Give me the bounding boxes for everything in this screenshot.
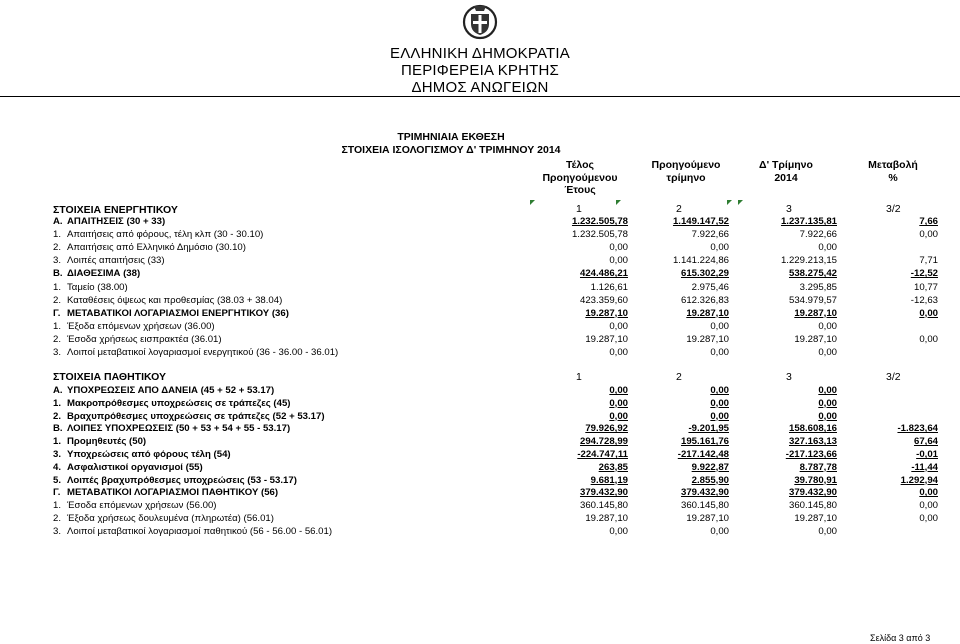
value-change-percent: -11,44 (911, 461, 938, 473)
table-row (0, 398, 960, 411)
value-previous-year: 1.126,61 (590, 281, 628, 293)
cell-marker-icon (616, 200, 621, 205)
greek-state-emblem-icon (462, 2, 498, 40)
value-previous-quarter: 0,00 (710, 525, 729, 537)
row-label: Απαιτήσεις από Ελληνικό Δημόσιο (30.10) (67, 242, 246, 254)
value-current-quarter: 0,00 (818, 410, 837, 422)
liabilities-section-title: ΣΤΟΙΧΕΙΑ ΠΑΘΗΤΙΚΟΥ (53, 371, 166, 383)
value-change-percent: 0,00 (919, 307, 938, 319)
value-previous-year: 0,00 (609, 255, 628, 267)
value-previous-year: 19.287,10 (585, 333, 628, 345)
value-previous-quarter: -9.201,95 (688, 423, 729, 435)
report-subtitle: ΣΤΟΙΧΕΙΑ ΙΣΟΛΟΓΙΣΜΟΥ Δ' ΤΡΙΜΗΝΟΥ 2014 (341, 144, 561, 156)
value-previous-year: 0,00 (609, 347, 628, 358)
row-number: 2. (53, 294, 62, 306)
row-number: 3. (53, 347, 62, 358)
row-number: Α. (53, 385, 63, 396)
table-row (0, 268, 960, 281)
header-municipality: ΔΗΜΟΣ ΑΝΩΓΕΙΩΝ (411, 79, 549, 96)
value-previous-quarter: 612.326,83 (680, 294, 729, 306)
row-label: ΛΟΙΠΕΣ ΥΠΟΧΡΕΩΣΕΙΣ (50 + 53 + 54 + 55 - 53.17) (67, 423, 291, 435)
cell-marker-icon (727, 200, 732, 205)
value-previous-year: 0,00 (609, 385, 628, 396)
cell-marker-icon (530, 200, 535, 205)
value-current-quarter: 360.145,80 (788, 500, 837, 512)
value-previous-year: 0,00 (609, 525, 628, 537)
table-row (0, 462, 960, 475)
value-change-percent: -12,52 (910, 268, 938, 280)
column-header-line: Έτους (564, 184, 596, 196)
value-previous-year: 9.681,19 (590, 474, 628, 486)
value-current-quarter: 0,00 (818, 242, 837, 254)
value-current-quarter: 379.432,90 (788, 487, 837, 499)
row-number: 1. (53, 436, 62, 448)
table-row (0, 347, 960, 360)
column-header-line: 2014 (774, 171, 798, 184)
row-number: 1. (53, 397, 62, 409)
value-previous-quarter: 1.149.147,52 (672, 216, 729, 227)
assets-section-title: ΣΤΟΙΧΕΙΑ ΕΝΕΡΓΗΤΙΚΟΥ (53, 204, 178, 216)
column-header-line: Μεταβολή (868, 159, 918, 171)
row-label: ΑΠΑΙΤΗΣΕΙΣ (30 + 33) (67, 216, 166, 227)
row-label: Ταμείο (38.00) (67, 281, 128, 293)
table-row (0, 411, 960, 424)
table-row (0, 308, 960, 321)
table-row (0, 255, 960, 268)
column-header-line: % (888, 171, 898, 184)
value-previous-year: 379.432,90 (579, 487, 628, 499)
value-change-percent: 7,71 (919, 255, 938, 267)
value-previous-quarter: 615.302,29 (680, 268, 729, 280)
table-row (0, 385, 960, 398)
row-label: Έσοδα χρήσεως εισπρακτέα (36.01) (67, 333, 222, 345)
row-number: 2. (53, 513, 62, 524)
value-previous-year: 0,00 (609, 397, 628, 409)
column-number: 3/2 (886, 203, 901, 215)
header-region: ΠΕΡΙΦΕΡΕΙΑ ΚΡΗΤΗΣ (400, 62, 559, 79)
column-header-line: Προηγούμενου (542, 171, 618, 184)
row-number: 5. (53, 474, 62, 486)
table-row (0, 321, 960, 334)
row-label: Απαιτήσεις από φόρους, τέλη κλπ (30 - 30.10) (67, 229, 264, 241)
value-previous-quarter: 195.161,76 (680, 436, 729, 448)
value-current-quarter: 1.237.135,81 (780, 216, 837, 227)
row-label: ΜΕΤΑΒΑΤΙΚΟΙ ΛΟΓΑΡΙΑΣΜΟΙ ΕΝΕΡΓΗΤΙΚΟΥ (36) (67, 307, 289, 319)
value-previous-quarter: 0,00 (710, 347, 729, 358)
row-number: 1. (53, 229, 62, 241)
value-current-quarter: 0,00 (818, 525, 837, 537)
value-change-percent: -0,01 (916, 449, 938, 460)
value-current-quarter: 158.608,16 (788, 423, 837, 435)
row-number: 3. (53, 255, 62, 267)
value-previous-year: 1.232.505,78 (571, 216, 628, 227)
row-number: 1. (53, 500, 62, 512)
value-current-quarter: 19.287,10 (794, 333, 837, 345)
value-previous-year: 0,00 (609, 242, 628, 254)
value-current-quarter: 534.979,57 (788, 294, 837, 306)
value-previous-year: 19.287,10 (585, 513, 628, 524)
row-number: 2. (53, 333, 62, 345)
row-label: Έσοδα επόμενων χρήσεων (56.00) (67, 500, 217, 512)
value-previous-quarter: 1.141.224,86 (672, 255, 729, 267)
value-previous-year: 79.926,92 (585, 423, 628, 435)
column-number: 3 (786, 371, 792, 383)
row-number: Β. (53, 423, 63, 435)
column-number: 2 (676, 371, 682, 383)
header-divider (0, 96, 960, 97)
report-title: ΤΡΙΜΗΝΙΑΙΑ ΕΚΘΕΣΗ (397, 131, 505, 143)
table-row (0, 475, 960, 488)
table-row (0, 526, 960, 539)
row-label: Καταθέσεις όψεως και προθεσμίας (38.03 + 38.04) (67, 294, 283, 306)
value-current-quarter: 19.287,10 (794, 513, 837, 524)
column-number: 1 (576, 371, 582, 383)
value-current-quarter: 3.295,85 (799, 281, 837, 293)
table-row (0, 500, 960, 513)
value-current-quarter: -217.123,66 (785, 449, 837, 460)
value-previous-year: 263,85 (598, 461, 628, 473)
value-previous-year: 360.145,80 (579, 500, 628, 512)
value-previous-quarter: 0,00 (710, 410, 729, 422)
value-current-quarter: 0,00 (818, 347, 837, 358)
row-number: 3. (53, 449, 62, 460)
column-number: 2 (676, 203, 682, 215)
row-label: ΥΠΟΧΡΕΩΣΕΙΣ ΑΠΟ ΔΑΝΕΙΑ (45 + 52 + 53.17) (67, 385, 275, 396)
row-label: Λοιπές απαιτήσεις (33) (67, 255, 165, 267)
value-previous-quarter: 360.145,80 (680, 500, 729, 512)
row-number: Γ. (53, 487, 61, 499)
value-current-quarter: 0,00 (818, 320, 837, 332)
value-previous-quarter: 0,00 (710, 242, 729, 254)
row-label: Μακροπρόθεσμες υποχρεώσεις σε τράπεζες (45) (67, 397, 291, 409)
table-row (0, 295, 960, 308)
value-change-percent: 0,00 (919, 333, 938, 345)
column-header-line: Τέλος (566, 159, 594, 171)
value-previous-year: 423.359,60 (579, 294, 628, 306)
row-number: 1. (53, 281, 62, 293)
row-label: Βραχυπρόθεσμες υποχρεώσεις σε τράπεζες (52 + 53.17) (67, 410, 325, 422)
row-label: Προμηθευτές (50) (67, 436, 147, 448)
column-header-line: τρίμηνο (666, 171, 706, 184)
table-row (0, 513, 960, 526)
row-number: 2. (53, 242, 62, 254)
row-number: 3. (53, 525, 62, 537)
row-label: Λοιπές βραχυπρόθεσμες υποχρεώσεις (53 - 53.17) (67, 474, 297, 486)
value-previous-quarter: 2.855,90 (691, 474, 729, 486)
value-previous-quarter: 9.922,87 (691, 461, 729, 473)
value-change-percent: 0,00 (919, 500, 938, 512)
table-row (0, 423, 960, 436)
table-row (0, 242, 960, 255)
column-header-previous-year (530, 159, 630, 197)
column-header-line: Προηγούμενο (651, 159, 721, 171)
table-row (0, 487, 960, 500)
value-previous-quarter: 0,00 (710, 320, 729, 332)
value-current-quarter: 39.780,91 (794, 474, 837, 486)
value-previous-year: -224.747,11 (577, 449, 628, 460)
table-row (0, 229, 960, 242)
value-current-quarter: 7.922,66 (799, 229, 837, 241)
value-change-percent: 10,77 (913, 281, 938, 293)
column-header-change-percent (848, 159, 938, 184)
column-number: 3/2 (886, 371, 901, 383)
row-label: Λοιποί μεταβατικοί λογαριασμοί παθητικού (56 - 56.00 - 56.01) (67, 525, 333, 537)
row-label: Λοιποί μεταβατικοί λογαριασμοί ενεργητικού (36 - 36.00 - 36.01) (67, 347, 339, 358)
value-change-percent: 67,64 (913, 436, 938, 448)
value-current-quarter: 327.163,13 (788, 436, 837, 448)
value-previous-quarter: 19.287,10 (686, 333, 729, 345)
value-previous-quarter: 2.975,46 (691, 281, 729, 293)
value-previous-year: 19.287,10 (585, 307, 628, 319)
row-label: ΜΕΤΑΒΑΤΙΚΟΙ ΛΟΓΑΡΙΑΣΜΟΙ ΠΑΘΗΤΙΚΟΥ (56) (67, 487, 279, 499)
value-change-percent: 1.292,94 (900, 474, 938, 486)
value-change-percent: 0,00 (919, 229, 938, 241)
value-previous-quarter: 0,00 (710, 397, 729, 409)
row-number: 4. (53, 461, 62, 473)
row-number: Γ. (53, 307, 61, 319)
table-row (0, 436, 960, 449)
row-label: Έξοδα χρήσεως δουλευμένα (πληρωτέα) (56.01) (67, 513, 274, 524)
table-row (0, 282, 960, 295)
value-change-percent: 0,00 (919, 513, 938, 524)
value-previous-quarter: -217.142,48 (677, 449, 729, 460)
value-previous-quarter: 7.922,66 (691, 229, 729, 241)
value-previous-year: 0,00 (609, 320, 628, 332)
value-previous-year: 1.232.505,78 (571, 229, 628, 241)
value-change-percent: 7,66 (919, 216, 938, 227)
row-label: ΔΙΑΘΕΣΙΜΑ (38) (67, 268, 141, 280)
column-header-line: Δ' Τρίμηνο (759, 159, 813, 171)
value-previous-quarter: 19.287,10 (686, 513, 729, 524)
row-label: Έξοδα επόμενων χρήσεων (36.00) (67, 320, 215, 332)
value-previous-quarter: 19.287,10 (686, 307, 729, 319)
value-previous-quarter: 0,00 (710, 385, 729, 396)
value-current-quarter: 8.787,78 (799, 461, 837, 473)
value-current-quarter: 0,00 (818, 397, 837, 409)
value-previous-year: 0,00 (609, 410, 628, 422)
table-row (0, 216, 960, 229)
column-header-current-quarter (736, 159, 836, 184)
value-current-quarter: 1.229.213,15 (780, 255, 837, 267)
value-previous-year: 294.728,99 (579, 436, 628, 448)
value-previous-year: 424.486,21 (579, 268, 628, 280)
row-label: Ασφαλιστικοί οργανισμοί (55) (67, 461, 203, 473)
value-current-quarter: 0,00 (818, 385, 837, 396)
header-country: ΕΛΛΗΝΙΚΗ ΔΗΜΟΚΡΑΤΙΑ (390, 45, 570, 62)
row-number: 2. (53, 410, 62, 422)
row-number: 1. (53, 320, 62, 332)
value-previous-quarter: 379.432,90 (680, 487, 729, 499)
column-number: 1 (576, 203, 582, 215)
value-current-quarter: 19.287,10 (794, 307, 837, 319)
value-change-percent: -1.823,64 (897, 423, 938, 435)
row-label: Υποχρεώσεις από φόρους τέλη (54) (67, 449, 231, 460)
value-change-percent: -12,63 (910, 294, 938, 306)
table-row (0, 334, 960, 347)
row-number: Β. (53, 268, 63, 280)
value-current-quarter: 538.275,42 (788, 268, 837, 280)
table-row (0, 449, 960, 462)
row-number: Α. (53, 216, 63, 227)
column-number: 3 (786, 203, 792, 215)
column-header-previous-quarter (636, 159, 736, 184)
cell-marker-icon (738, 200, 743, 205)
page-number: Σελίδα 3 από 3 (870, 633, 931, 643)
value-change-percent: 0,00 (919, 487, 938, 499)
